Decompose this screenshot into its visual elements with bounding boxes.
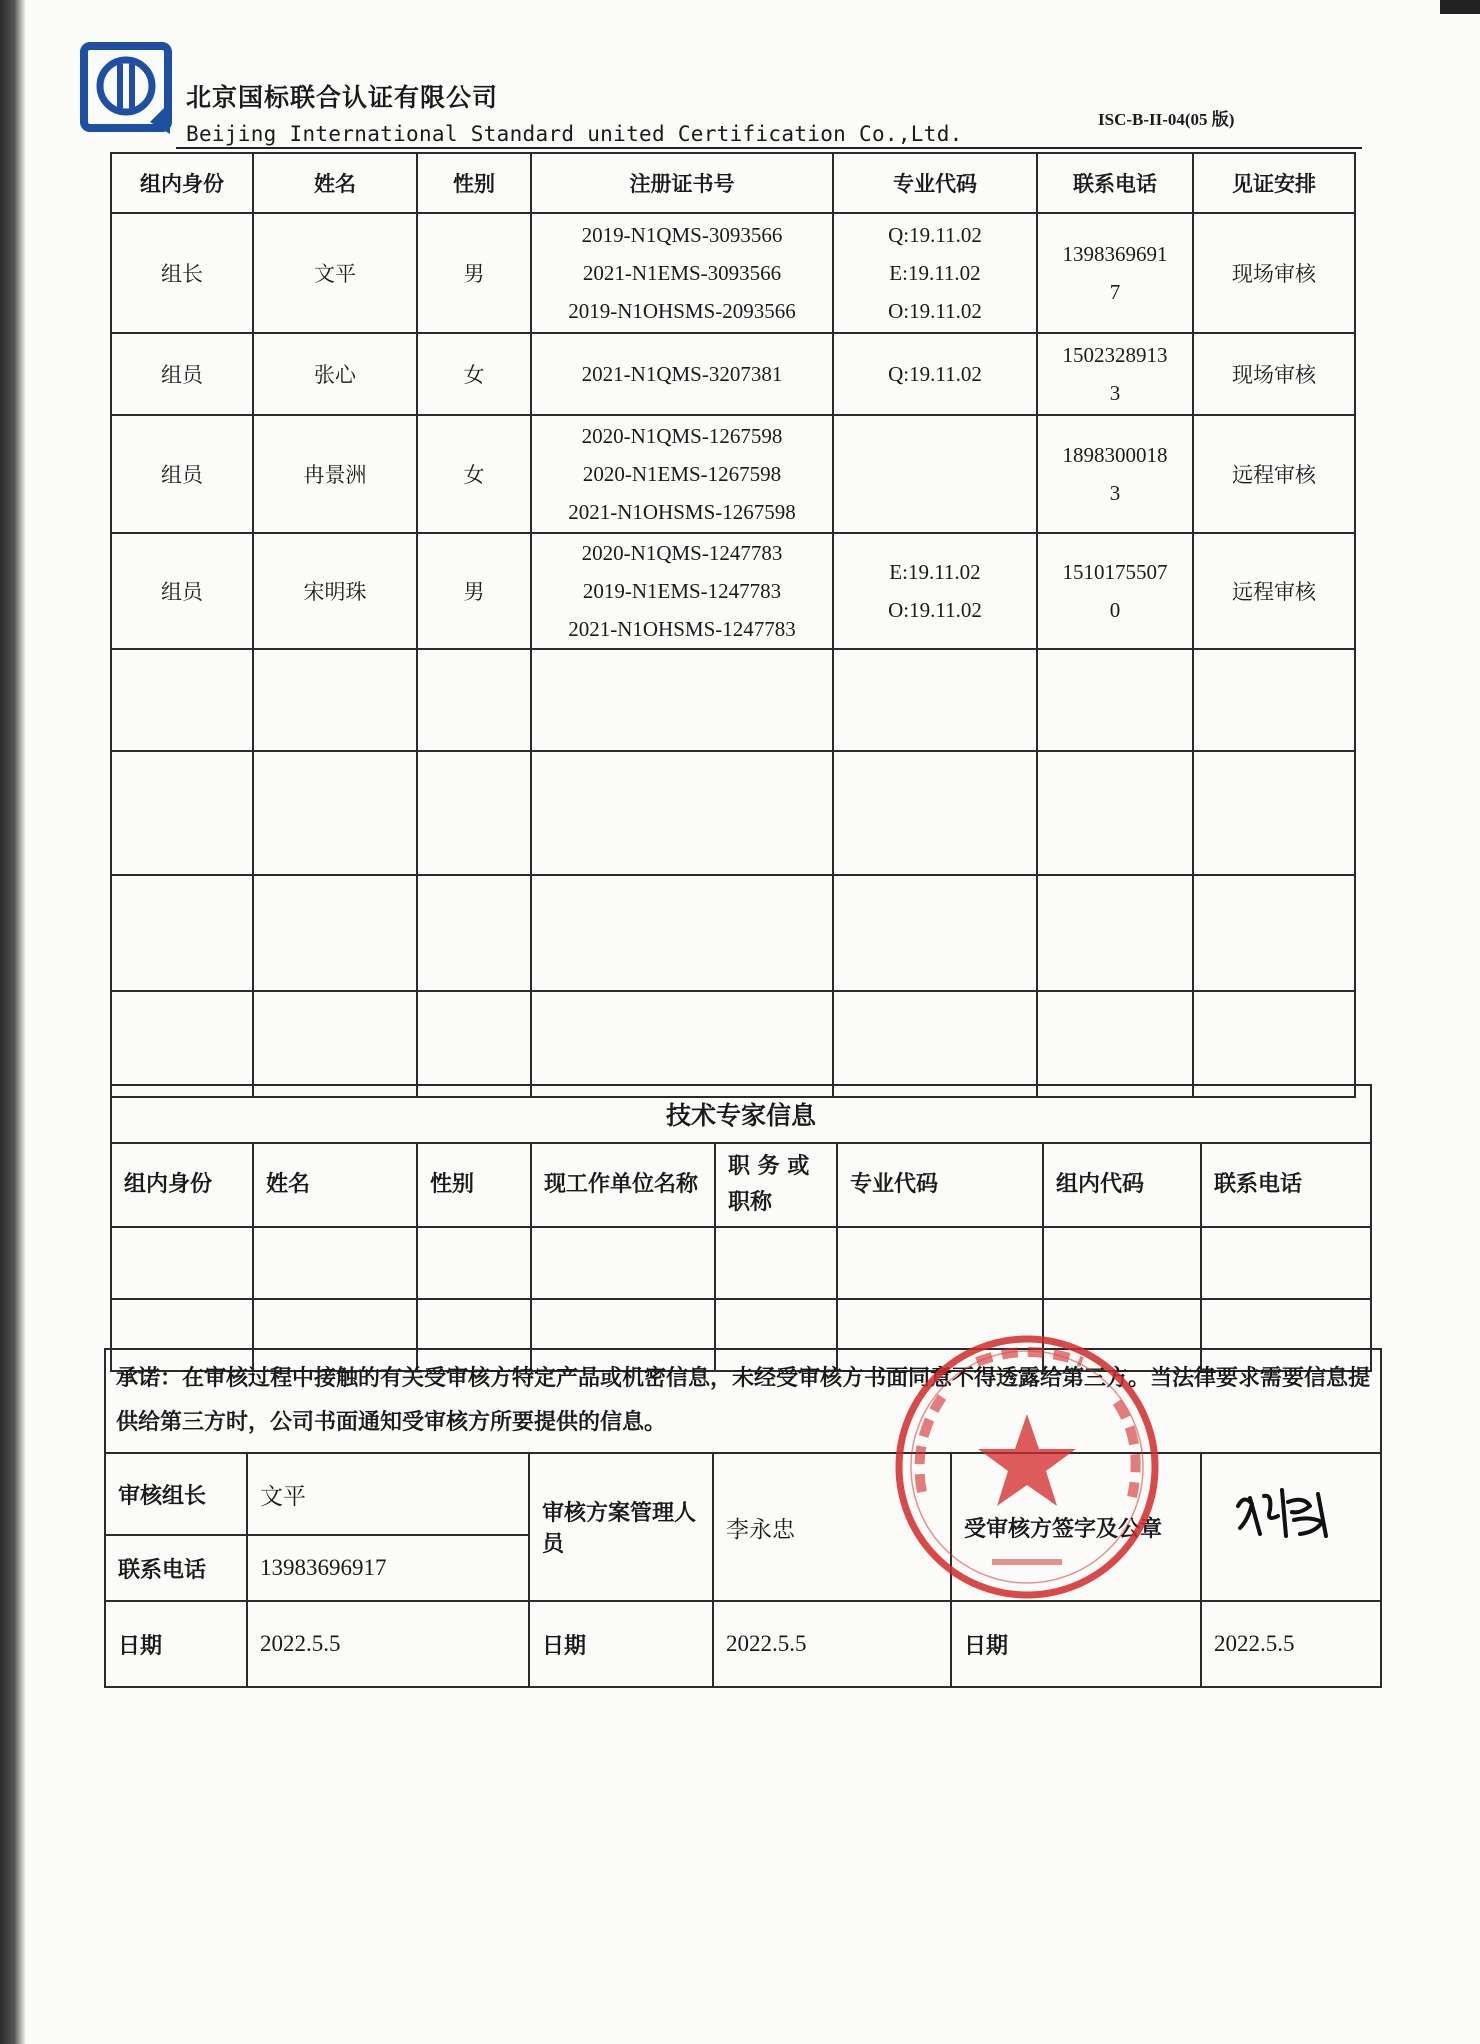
col-header-employer: 现工作单位名称	[531, 1143, 715, 1227]
date-value: 2022.5.5	[1201, 1601, 1381, 1687]
pledge-text: 承诺：在审核过程中接触的有关受审核方特定产品或机密信息，未经受审核方书面同意不得透露给第三方。当法律要求需要信息提供给第三方时，公司书面通知受审核方所要提供的信息。	[105, 1349, 1381, 1453]
expert-title-row	[111, 1085, 1371, 1143]
member-name: 文平	[253, 213, 417, 333]
cert-line: 2021-N1OHSMS-1267598	[568, 500, 796, 524]
cert-line: 2020-N1QMS-1267598	[581, 424, 783, 448]
code-line: E:19.11.02	[889, 261, 981, 285]
col-header-phone: 联系电话	[1037, 153, 1193, 213]
table-row	[111, 415, 1355, 533]
member-codes	[833, 213, 1037, 333]
member-arrangement: 远程审核	[1193, 533, 1355, 649]
section-title: 技术专家信息	[111, 1085, 1371, 1143]
company-seal-icon	[882, 1322, 1172, 1612]
col-header-arrangement: 见证安排	[1193, 153, 1355, 213]
col-header-code: 专业代码	[837, 1143, 1043, 1227]
signature-table	[104, 1348, 1382, 1688]
audit-team-table	[110, 152, 1356, 1098]
member-certs	[531, 533, 833, 649]
phone-line: 3	[1109, 381, 1121, 405]
team-header-row	[111, 153, 1355, 213]
member-arrangement: 远程审核	[1193, 415, 1355, 533]
table-row	[111, 213, 1355, 333]
manager-name: 李永忠	[713, 1453, 951, 1601]
form-code: ISC-B-II-04(05 版)	[1098, 110, 1235, 129]
date-value: 2022.5.5	[713, 1601, 951, 1687]
cert-line: 2020-N1EMS-1267598	[582, 462, 782, 486]
member-role: 组员	[111, 415, 253, 533]
col-header-code: 专业代码	[833, 153, 1037, 213]
member-gender: 女	[417, 333, 531, 415]
member-role: 组员	[111, 533, 253, 649]
code-line: Q:19.11.02	[888, 223, 982, 247]
col-header-role: 组内身份	[111, 153, 253, 213]
col-header-phone: 联系电话	[1201, 1143, 1371, 1227]
isc-logo-icon	[80, 42, 172, 140]
col-header-name: 姓名	[253, 1143, 417, 1227]
phone-line: 0	[1109, 598, 1121, 622]
table-row	[111, 875, 1355, 991]
table-row	[111, 991, 1355, 1097]
member-name: 宋明珠	[253, 533, 417, 649]
code-line: O:19.11.02	[888, 598, 982, 622]
leader-row	[105, 1453, 1381, 1535]
cert-line: 2019-N1OHSMS-2093566	[568, 299, 796, 323]
table-row	[111, 751, 1355, 875]
member-gender: 男	[417, 533, 531, 649]
leader-name: 文平	[247, 1453, 529, 1535]
member-name: 冉景洲	[253, 415, 417, 533]
phone-line: 1502328913	[1062, 343, 1168, 367]
pledge-row	[105, 1349, 1381, 1453]
col-header-group-code: 组内代码	[1043, 1143, 1201, 1227]
expert-header-row	[111, 1143, 1371, 1227]
date-row	[105, 1601, 1381, 1687]
phone-line: 3	[1109, 481, 1121, 505]
col-header-position: 职 务 或 职称	[715, 1143, 837, 1227]
date-label: 日期	[529, 1601, 713, 1687]
manager-label: 审核方案管理人员	[529, 1453, 713, 1601]
phone-label: 联系电话	[105, 1535, 247, 1601]
auditee-label: 受审核方签字及公章	[951, 1453, 1201, 1601]
phone-value: 13983696917	[247, 1535, 529, 1601]
table-row	[111, 533, 1355, 649]
member-gender: 女	[417, 415, 531, 533]
member-phone	[1037, 213, 1193, 333]
member-codes	[833, 415, 1037, 533]
cert-line: 2021-N1OHSMS-1247783	[568, 617, 796, 641]
member-role: 组员	[111, 333, 253, 415]
cert-line: 2020-N1QMS-1247783	[581, 541, 783, 565]
leader-label: 审核组长	[105, 1453, 247, 1535]
cert-line: 2019-N1QMS-3093566	[581, 223, 783, 247]
code-line: O:19.11.02	[888, 299, 982, 323]
col-header-gender: 性别	[417, 1143, 531, 1227]
handwritten-signature-icon	[1230, 1476, 1340, 1546]
col-header-cert: 注册证书号	[531, 153, 833, 213]
corner-mark	[1440, 0, 1480, 14]
company-name-en: Beijing International Standard united Certification Co.,Ltd.	[186, 122, 963, 146]
member-gender: 男	[417, 213, 531, 333]
phone-line: 1398369691	[1062, 242, 1168, 266]
col-header-name: 姓名	[253, 153, 417, 213]
member-phone	[1037, 333, 1193, 415]
tech-expert-table	[110, 1084, 1372, 1372]
member-certs	[531, 213, 833, 333]
code-line: E:19.11.02	[889, 560, 981, 584]
col-header-gender: 性别	[417, 153, 531, 213]
date-label: 日期	[105, 1601, 247, 1687]
table-row	[111, 1227, 1371, 1299]
cert-line: 2019-N1EMS-1247783	[582, 579, 782, 603]
phone-line: 1898300018	[1062, 443, 1168, 467]
cert-line: 2021-N1QMS-3207381	[581, 362, 783, 386]
member-phone	[1037, 415, 1193, 533]
member-name: 张心	[253, 333, 417, 415]
member-certs	[531, 415, 833, 533]
date-label: 日期	[951, 1601, 1201, 1687]
member-phone	[1037, 533, 1193, 649]
cert-line: 2021-N1EMS-3093566	[582, 261, 782, 285]
col-header-role: 组内身份	[111, 1143, 253, 1227]
page-edge-shadow	[0, 0, 26, 2044]
table-row	[111, 333, 1355, 415]
header-divider	[176, 147, 1362, 149]
date-value: 2022.5.5	[247, 1601, 529, 1687]
phone-line: 1510175507	[1062, 560, 1168, 584]
member-arrangement: 现场审核	[1193, 213, 1355, 333]
table-row	[111, 649, 1355, 751]
member-certs	[531, 333, 833, 415]
company-name-cn: 北京国标联合认证有限公司	[186, 83, 499, 112]
member-arrangement: 现场审核	[1193, 333, 1355, 415]
phone-line: 7	[1109, 280, 1121, 304]
member-role: 组长	[111, 213, 253, 333]
code-line: Q:19.11.02	[888, 362, 982, 386]
member-codes	[833, 533, 1037, 649]
member-codes	[833, 333, 1037, 415]
